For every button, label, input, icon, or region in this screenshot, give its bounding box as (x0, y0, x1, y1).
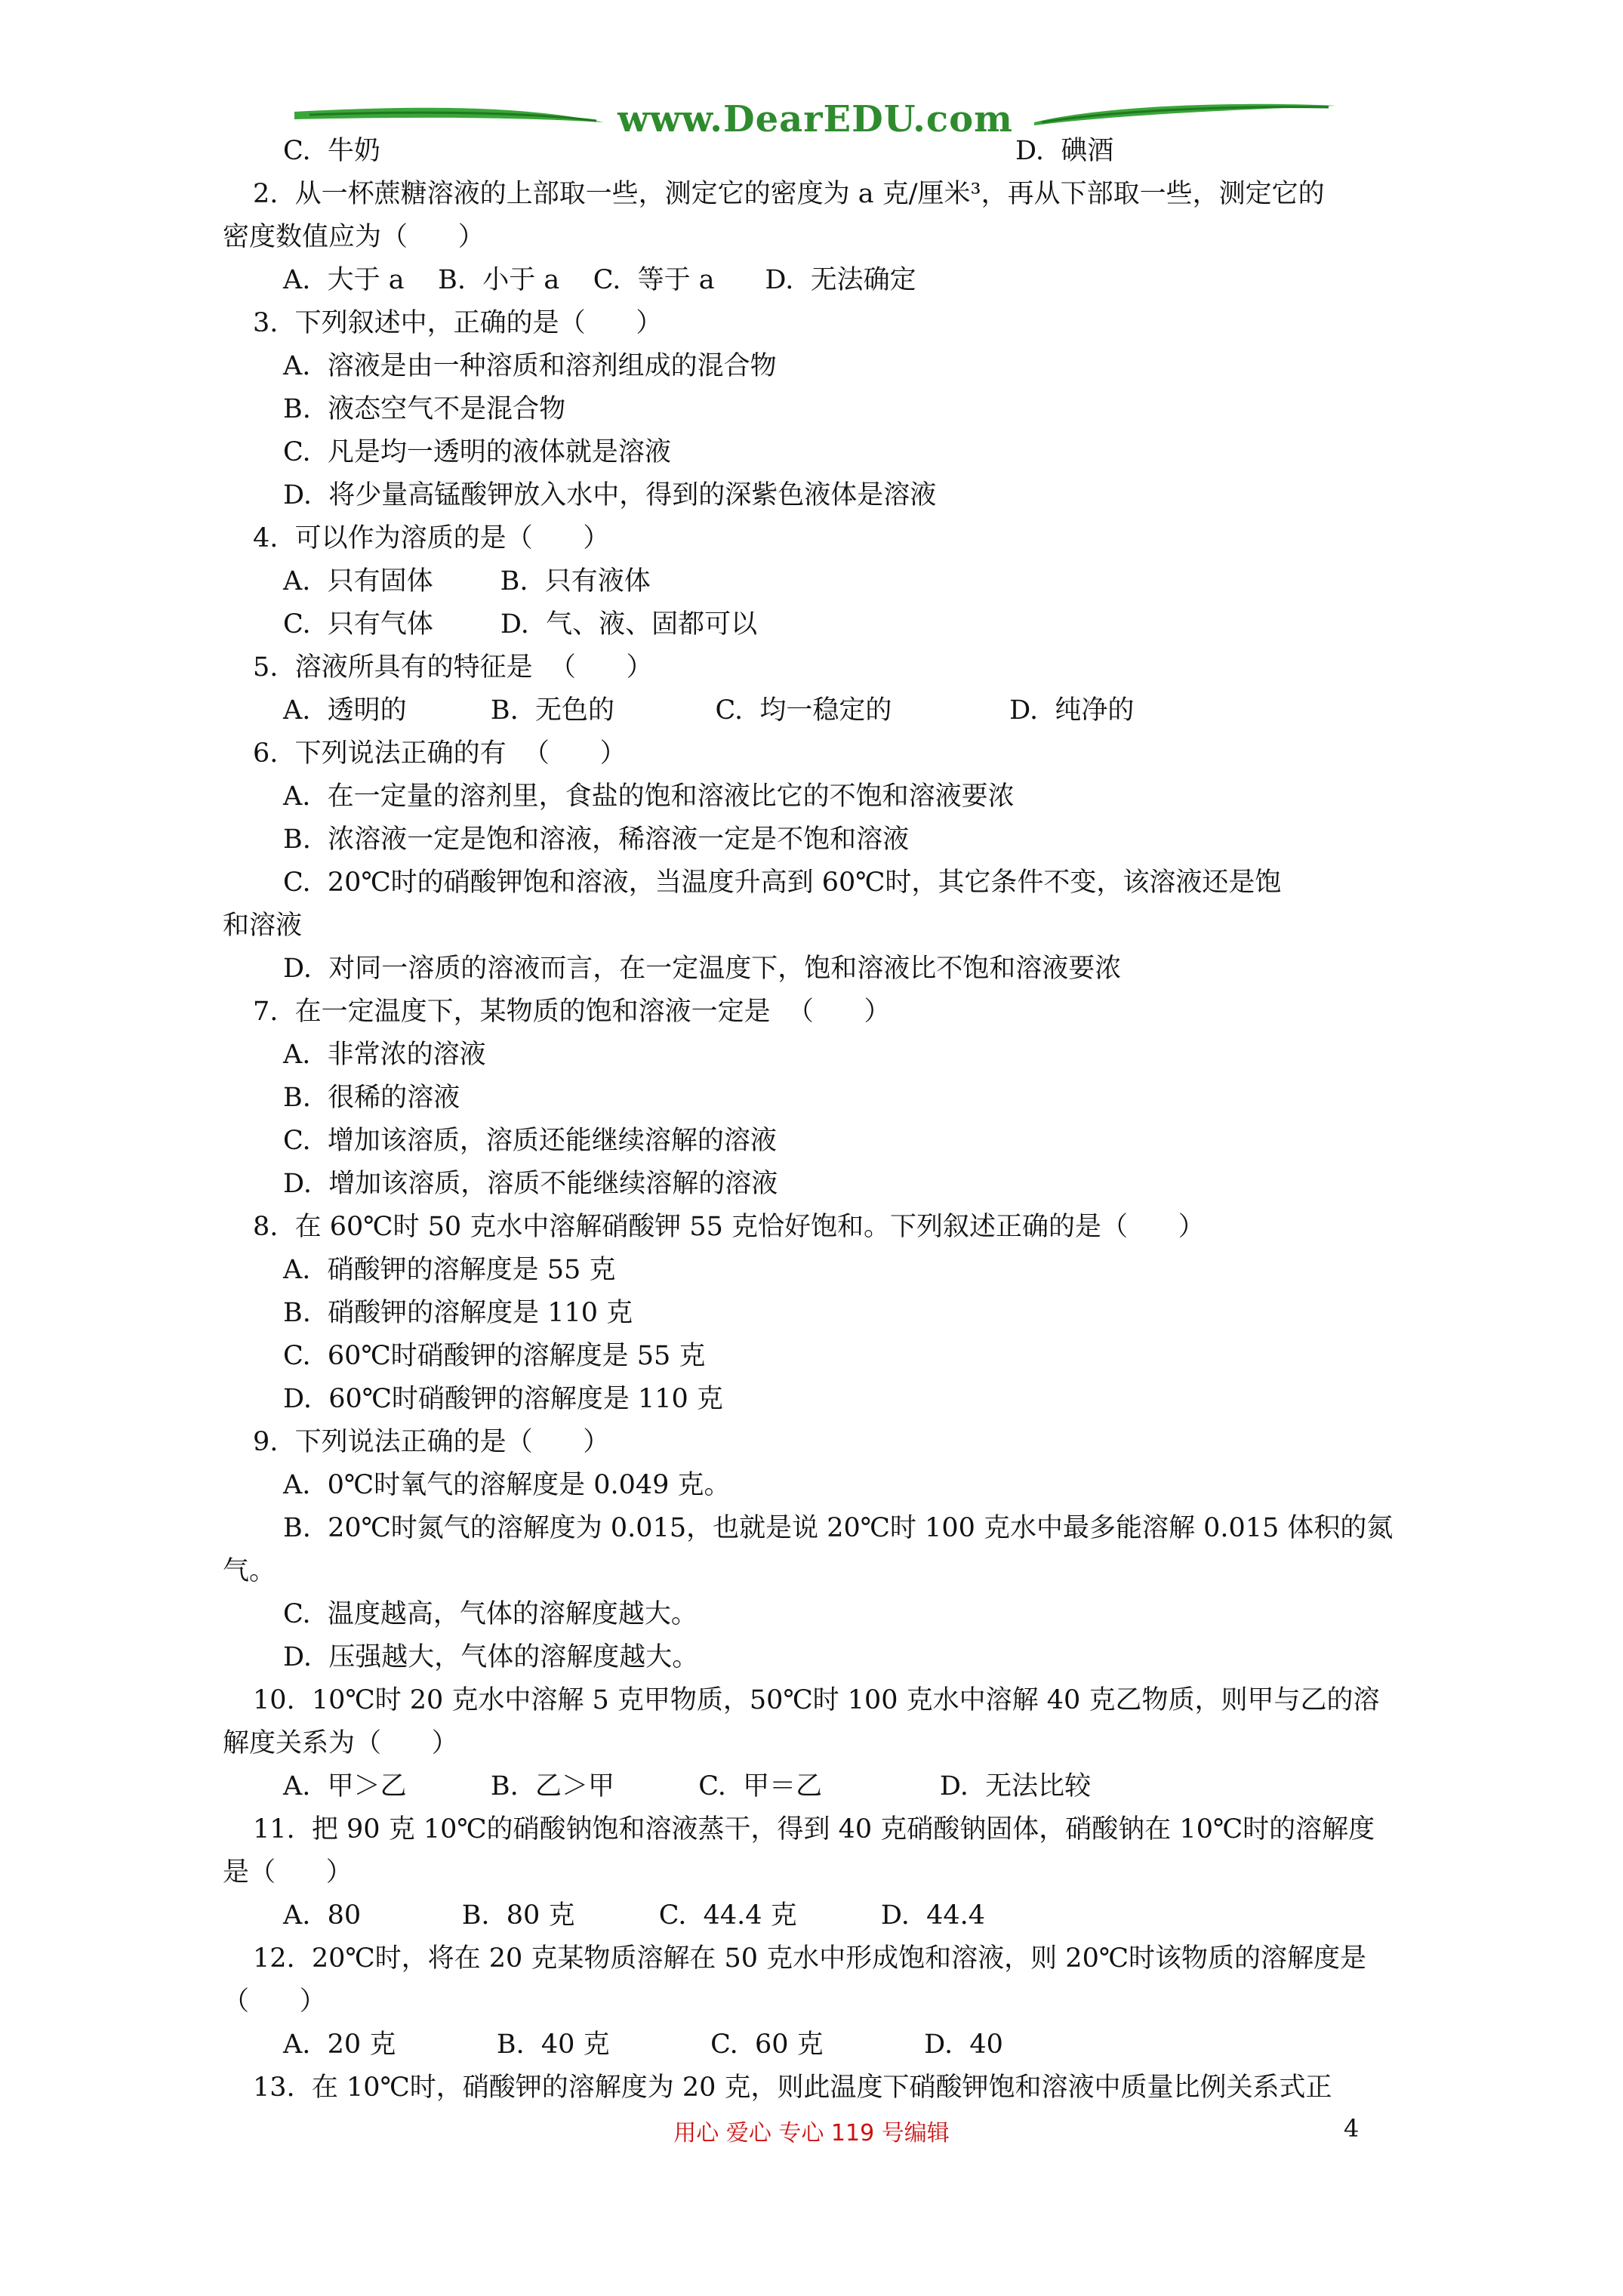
text-line: 8. 在 60℃时 50 克水中溶解硝酸钾 55 克恰好饱和。下列叙述正确的是（ ） (253, 1212, 1205, 1242)
text-line: C. 增加该溶质，溶质还能继续溶解的溶液 (283, 1126, 777, 1156)
text-line: A. 硝酸钾的溶解度是 55 克 (283, 1255, 616, 1285)
text-line: D. 对同一溶质的溶液而言，在一定温度下，饱和溶液比不饱和溶液要浓 (283, 954, 1122, 984)
text-line: A. 只有固体 B. 只有液体 (283, 566, 651, 596)
text-line: C. 20℃时的硝酸钾饱和溶液，当温度升高到 60℃时，其它条件不变，该溶液还是饱 (283, 868, 1282, 898)
site-logo-text: www.DearEDU.com (617, 98, 1013, 140)
text-line: 气。 (223, 1556, 276, 1586)
text-line: C. 60℃时硝酸钾的溶解度是 55 克 (283, 1341, 706, 1371)
text-line: A. 20 克 B. 40 克 C. 60 克 D. 40 (283, 2029, 1003, 2060)
text-line: 解度关系为（ ） (223, 1728, 458, 1758)
page-number: 4 (1344, 2114, 1360, 2143)
text-line: 13. 在 10℃时，硝酸钾的溶解度为 20 克，则此温度下硝酸钾饱和溶液中质量比例关系式正 (253, 2073, 1332, 2103)
text-line: B. 很稀的溶液 (283, 1083, 460, 1113)
text-line: 11. 把 90 克 10℃的硝酸钠饱和溶液蒸干，得到 40 克硝酸钠固体，硝酸钠在 10℃时的溶解度 (253, 1814, 1375, 1845)
text-line: 12. 20℃时，将在 20 克某物质溶解在 50 克水中形成饱和溶液，则 20℃时该物质的溶解度是 (253, 1943, 1366, 1974)
text-line: B. 浓溶液一定是饱和溶液，稀溶液一定是不饱和溶液 (283, 824, 910, 855)
text-line: A. 溶液是由一种溶质和溶剂组成的混合物 (283, 351, 777, 381)
text-line: 是（ ） (223, 1857, 353, 1888)
text-line: A. 0℃时氧气的溶解度是 0.049 克。 (283, 1470, 731, 1500)
text-line: （ ） (223, 1986, 326, 2017)
text-line: 7. 在一定温度下，某物质的饱和溶液一定是 （ ） (253, 997, 891, 1027)
text-line: A. 甲＞乙 B. 乙＞甲 C. 甲＝乙 D. 无法比较 (283, 1771, 1092, 1801)
text-line: A. 80 B. 80 克 C. 44.4 克 D. 44.4 (283, 1900, 986, 1931)
text-line: 3. 下列叙述中，正确的是（ ） (253, 308, 663, 338)
text-line: 2. 从一杯蔗糖溶液的上部取一些，测定它的密度为 a 克/厘米³，再从下部取一些，测定它的 (253, 179, 1325, 209)
text-line: D. 60℃时硝酸钾的溶解度是 110 克 (283, 1384, 723, 1414)
footer-editor-note: 用心 爱心 专心 119 号编辑 (673, 2120, 950, 2147)
text-line: 密度数值应为（ ） (223, 222, 485, 252)
text-line: C. 凡是均一透明的液体就是溶液 (283, 437, 671, 467)
text-line: C. 只有气体 D. 气、液、固都可以 (283, 609, 758, 639)
text-line: 10. 10℃时 20 克水中溶解 5 克甲物质，50℃时 100 克水中溶解 40 克乙物质，则甲与乙的溶 (253, 1685, 1380, 1715)
text-line: A. 非常浓的溶液 (283, 1040, 486, 1070)
text-line: 6. 下列说法正确的有 （ ） (253, 738, 627, 769)
text-line: C. 温度越高，气体的溶解度越大。 (283, 1599, 698, 1629)
text-line: 5. 溶液所具有的特征是 （ ） (253, 652, 653, 683)
header-logo (287, 91, 1344, 159)
text-line: 和溶液 (223, 911, 303, 941)
text-line: B. 20℃时氮气的溶解度为 0.015，也就是说 20℃时 100 克水中最多能溶解 0.015 体积的氮 (283, 1513, 1394, 1543)
text-line: A. 大于 a B. 小于 a C. 等于 a D. 无法确定 (283, 265, 916, 295)
text-line: A. 透明的 B. 无色的 C. 均一稳定的 D. 纯净的 (283, 695, 1135, 726)
text-line: D. 碘酒 (1015, 136, 1114, 166)
text-line: A. 在一定量的溶剂里，食盐的饱和溶液比它的不饱和溶液要浓 (283, 781, 1015, 812)
text-line: B. 液态空气不是混合物 (283, 394, 566, 424)
text-line: D. 增加该溶质，溶质不能继续溶解的溶液 (283, 1169, 778, 1199)
text-line: 4. 可以作为溶质的是（ ） (253, 523, 610, 553)
text-line: 9. 下列说法正确的是（ ） (253, 1427, 610, 1457)
text-line: B. 硝酸钾的溶解度是 110 克 (283, 1298, 633, 1328)
text-line: C. 牛奶 (283, 136, 380, 166)
text-line: D. 压强越大，气体的溶解度越大。 (283, 1642, 699, 1672)
text-line: D. 将少量高锰酸钾放入水中，得到的深紫色液体是溶液 (283, 480, 937, 510)
